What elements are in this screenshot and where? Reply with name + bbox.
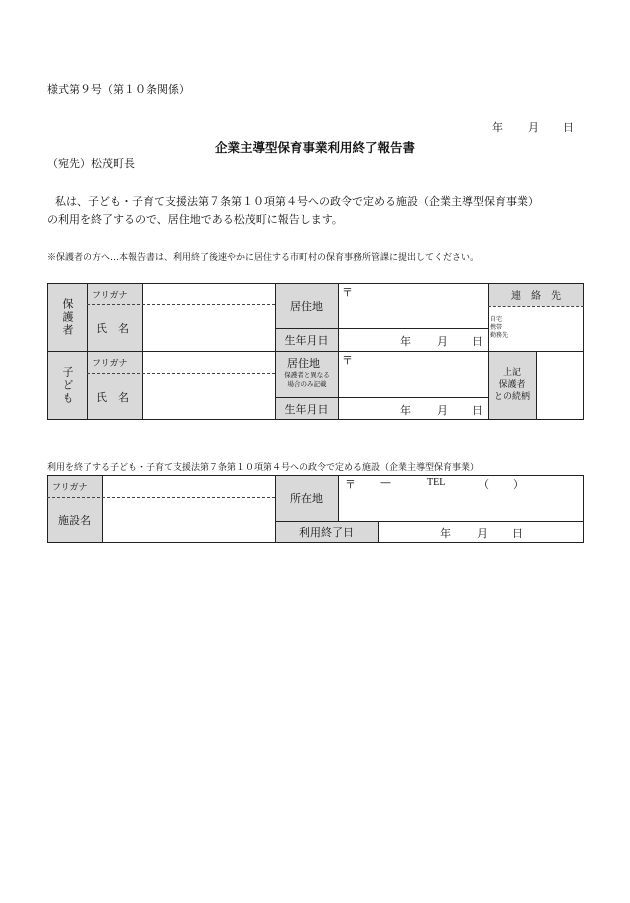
child-residence-note [278, 371, 336, 389]
contact-mobile-label: 携帯 [490, 324, 503, 331]
form-number: 様式第９号（第１０条関係） [47, 83, 190, 96]
guardian-postal-mark: 〒 [342, 286, 353, 299]
guardian-furigana-label: フリガナ [92, 291, 128, 301]
paragraph-line-2: の利用を終了するので、居住地である松茂町に報告します。 [47, 213, 343, 226]
facility-tel-label: TEL [427, 477, 446, 488]
facility-postal-mark: 〒 [345, 478, 356, 491]
guardian-name-label: 氏 名 [96, 322, 129, 335]
contact-home-label: 自宅 [490, 316, 503, 323]
table1-vline [536, 351, 537, 420]
facility-table-caption: 利用を終了する子ども・子育て支援法第７条第１０項第４号への政令で定める施設（企業主導型保育事業） [47, 463, 480, 473]
table2-vline [378, 521, 379, 543]
guardian-furigana-divider [87, 304, 275, 305]
facility-postal-dash: — [380, 476, 391, 489]
header-date-day: 日 [563, 121, 574, 134]
guardian-note: ※保護者の方へ…本報告書は、利用終了後速やかに居住する市町村の保育事務所管課に提出してください。 [47, 253, 480, 263]
contact-header: 連 絡 先 [511, 291, 561, 302]
table2-vline [102, 475, 103, 543]
document-title: 企業主導型保育事業利用終了報告書 [214, 140, 415, 155]
table1-vline [338, 283, 339, 420]
facility-end-year: 年 [440, 527, 451, 540]
table2-vline [338, 475, 339, 521]
facility-location-label: 所在地 [290, 492, 323, 505]
guardian-section-label: 保護者 [61, 297, 74, 337]
guardian-birthdate-label: 生年月日 [284, 333, 329, 347]
table1-row-divider [47, 351, 584, 352]
facility-tel-paren-close: ） [513, 478, 524, 491]
child-birth-month: 月 [437, 404, 448, 417]
relation-label [488, 367, 536, 403]
header-date-month: 月 [528, 121, 539, 134]
header-date-year: 年 [492, 121, 503, 134]
addressee: （宛先）松茂町長 [47, 157, 135, 170]
facility-furigana-label: フリガナ [52, 483, 88, 493]
facility-tel-paren-open: （ [478, 478, 489, 491]
facility-end-month: 月 [477, 527, 488, 540]
child-birth-year: 年 [400, 404, 411, 417]
child-residence-note-2: 場合のみ記載 [287, 380, 327, 388]
relation-line-1: 上記 [502, 368, 521, 378]
relation-line-2: 保護者 [498, 380, 526, 390]
child-furigana-divider [87, 373, 275, 374]
facility-name-label: 施設名 [58, 514, 91, 527]
facility-end-day: 日 [512, 527, 523, 540]
child-birthdate-label: 生年月日 [284, 402, 329, 416]
child-residence-label: 居住地 [287, 357, 320, 370]
child-name-label: 氏 名 [96, 391, 129, 404]
child-birth-day: 日 [472, 404, 483, 417]
child-furigana-label: フリガナ [92, 359, 128, 369]
guardian-residence-label: 居住地 [290, 299, 323, 313]
facility-end-date-label: 利用終了日 [299, 525, 354, 539]
contact-header-divider [488, 306, 584, 307]
guardian-birth-year: 年 [400, 335, 411, 348]
contact-types [490, 316, 508, 340]
child-residence-note-1: 保護者と異なる [284, 371, 330, 379]
contact-work-label: 勤務先 [490, 332, 509, 339]
paragraph-line-1: 私は、子ども・子育て支援法第７条第１０項第４号への政令で定める施設（企業主導型保育事業） [55, 195, 539, 208]
child-section-label: 子ども [61, 366, 74, 405]
guardian-birth-month: 月 [437, 335, 448, 348]
child-postal-mark: 〒 [342, 354, 353, 367]
guardian-birth-day: 日 [472, 335, 483, 348]
relation-line-3: との続柄 [493, 392, 530, 402]
